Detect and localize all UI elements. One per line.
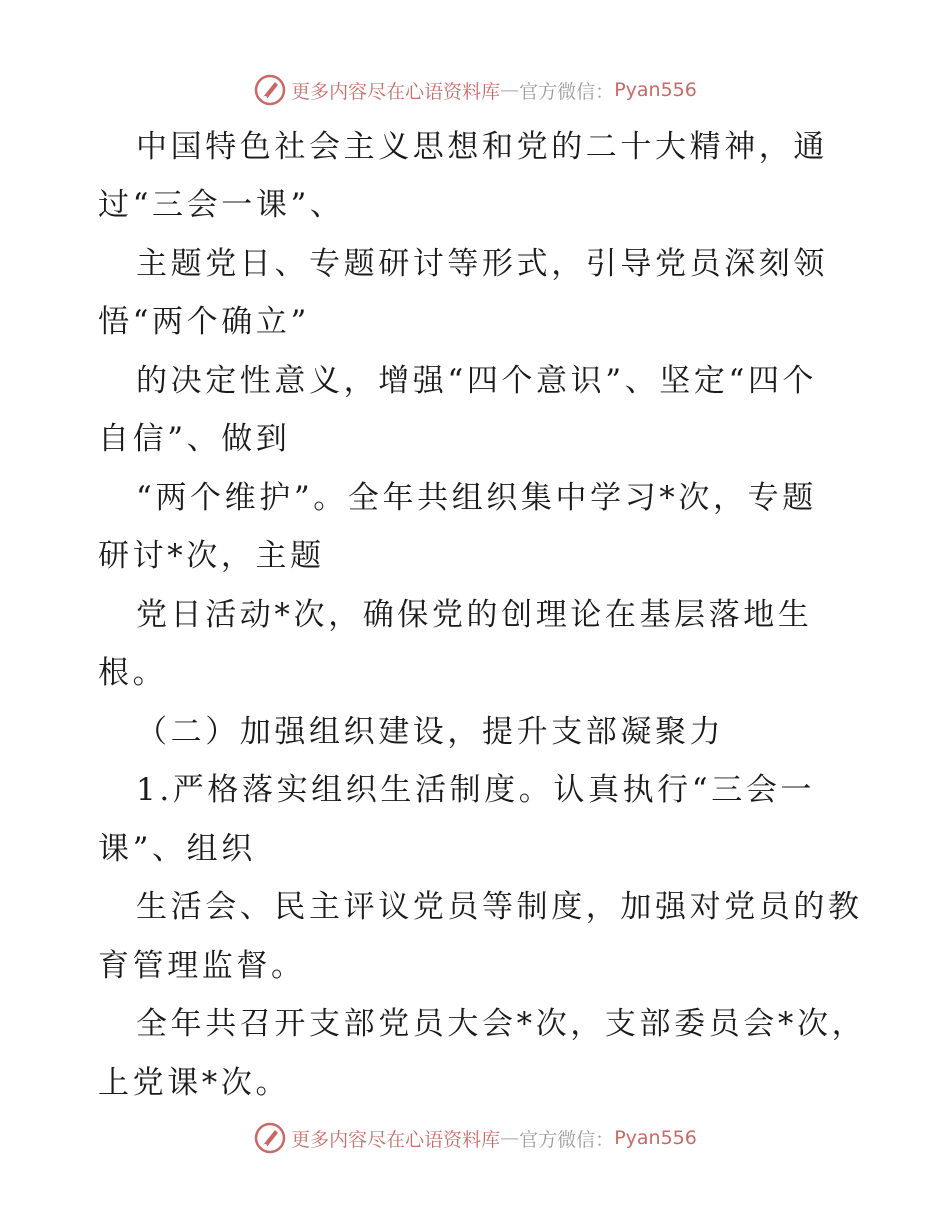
pen-nib-logo-icon (253, 73, 287, 107)
text-line: “两个维护”。全年共组织集中学习*次，专题 (136, 480, 817, 516)
watermark-wechat-label: 官方微信： (519, 80, 615, 103)
text-line: 根。 (98, 655, 168, 691)
text-line: 1.严格落实组织生活制度。认真执行“三会一 (136, 772, 816, 808)
header-watermark (0, 72, 950, 108)
text-line: 自信”、做到 (98, 421, 291, 457)
text-line: 生活会、民主评议党员等制度，加强对党员的教 (136, 889, 863, 925)
watermark-wechat-id: Pyan556 (614, 1127, 697, 1149)
text-line: 育管理监督。 (98, 948, 306, 984)
text-line: 全年共召开支部党员大会*次，支部委员会*次， (136, 1006, 867, 1042)
text-line: 研讨*次，主题 (98, 538, 325, 574)
text-line: 的决定性意义，增强“四个意识”、坚定“四个 (136, 363, 818, 399)
watermark-red-text: 更多内容尽在心语资料库 (291, 80, 501, 103)
text-line: 上党课*次。 (98, 1065, 291, 1101)
footer-watermark (0, 1120, 950, 1156)
watermark-wechat-label: 官方微信： (519, 1128, 615, 1151)
text-line: 悟“两个确立” (98, 304, 310, 340)
text-line: 过“三会一课”、 (98, 187, 345, 223)
watermark-red-text: 更多内容尽在心语资料库 (291, 1128, 501, 1151)
watermark-dash: — (500, 79, 520, 101)
text-line: 课”、组织 (98, 831, 256, 867)
watermark-wechat-id: Pyan556 (614, 79, 697, 101)
watermark-dash: — (500, 1127, 520, 1149)
pen-nib-logo-icon (253, 1121, 287, 1155)
section-heading: （二）加强组织建设，提升支部凝聚力 (136, 714, 725, 750)
text-line: 中国特色社会主义思想和党的二十大精神，通 (136, 129, 828, 165)
text-line: 党日活动*次，确保党的创理论在基层落地生 (136, 597, 813, 633)
text-line: 主题党日、专题研讨等形式，引导党员深刻领 (136, 246, 828, 282)
